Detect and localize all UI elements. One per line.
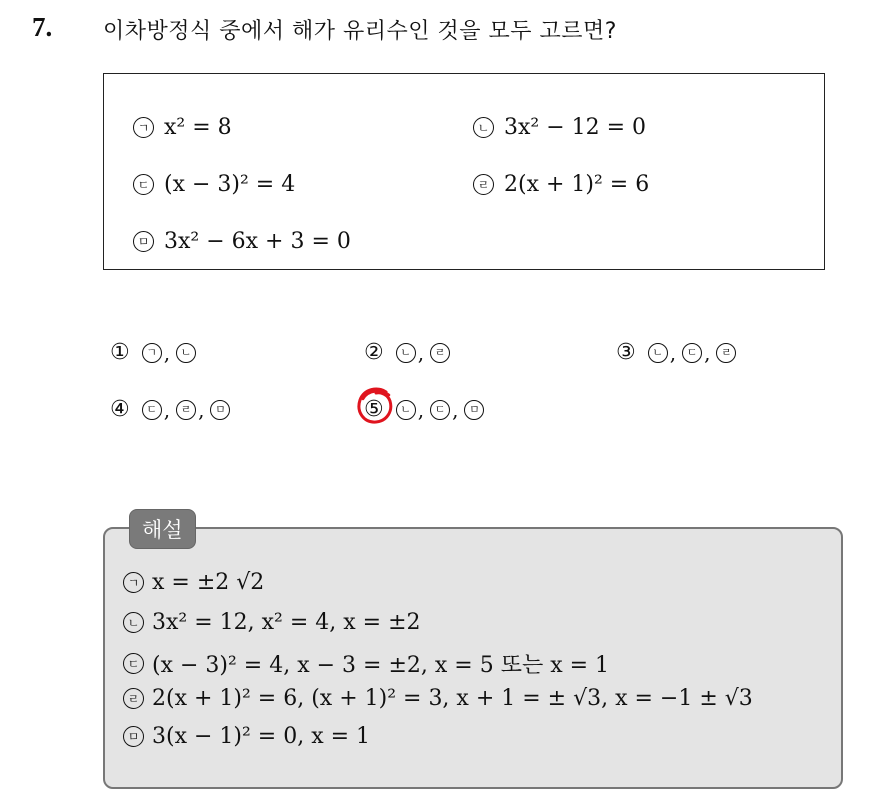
condition-equation: x² = 8 xyxy=(164,115,232,140)
question-number: 7. xyxy=(32,12,53,42)
solution-marker: ㄷ xyxy=(123,653,144,674)
choice-marker: ㄷ xyxy=(142,400,162,420)
answer-mark-icon xyxy=(356,386,396,426)
condition-marker: ㄹ xyxy=(473,174,494,195)
choice-2[interactable]: ② ㄴ , ㄹ xyxy=(364,340,452,365)
solution-marker: ㄹ xyxy=(123,688,144,709)
condition-equation: 3x² − 12 = 0 xyxy=(504,115,647,140)
choice-marker: ㄴ xyxy=(648,343,668,363)
solution-marker: ㄴ xyxy=(123,612,144,633)
solution-marker: ㅁ xyxy=(123,726,144,747)
solution-line-3 xyxy=(123,648,609,679)
condition-3 xyxy=(133,172,295,197)
choice-1[interactable]: ① ㄱ , ㄴ xyxy=(110,340,198,365)
choice-5[interactable]: ⑤ ㄴ , ㄷ , ㅁ xyxy=(364,397,486,422)
condition-equation: 3x² − 6x + 3 = 0 xyxy=(164,229,351,254)
choice-marker: ㄴ xyxy=(396,400,416,420)
solution-line-5 xyxy=(123,724,370,749)
condition-marker: ㄴ xyxy=(473,117,494,138)
choice-marker: ㄴ xyxy=(396,343,416,363)
solution-text: 3(x − 1)² = 0, x = 1 xyxy=(152,724,371,749)
choice-number: ④ xyxy=(110,397,130,422)
solution-marker: ㄱ xyxy=(123,572,144,593)
condition-1 xyxy=(133,115,232,140)
solution-label: 해설 xyxy=(129,509,196,549)
choice-3[interactable]: ③ ㄴ , ㄷ , ㄹ xyxy=(616,340,738,365)
condition-marker: ㅁ xyxy=(133,231,154,252)
solution-text: 2(x + 1)² = 6, (x + 1)² = 3, x + 1 = ± √3, x = −1 ± √3 xyxy=(152,686,753,711)
condition-equation: (x − 3)² = 4 xyxy=(164,172,296,197)
solution-line-1 xyxy=(123,570,264,595)
condition-marker: ㄷ xyxy=(133,174,154,195)
condition-2 xyxy=(473,115,646,140)
choice-4[interactable]: ④ ㄷ , ㄹ , ㅁ xyxy=(110,397,232,422)
choice-number: ① xyxy=(110,340,130,365)
choice-number: ⑤ xyxy=(364,397,384,422)
choice-marker: ㅁ xyxy=(210,400,230,420)
choice-marker: ㄱ xyxy=(142,343,162,363)
condition-equation: 2(x + 1)² = 6 xyxy=(504,172,650,197)
condition-5 xyxy=(133,229,351,254)
condition-4 xyxy=(473,172,649,197)
solution-text: (x − 3)² = 4, x − 3 = ±2, x = 5 또는 x = 1 xyxy=(152,653,610,678)
choice-marker: ㄷ xyxy=(682,343,702,363)
solution-text: x = ±2 √2 xyxy=(152,570,265,595)
question-text: 이차방정식 중에서 해가 유리수인 것을 모두 고르면? xyxy=(103,19,617,44)
solution-text: 3x² = 12, x² = 4, x = ±2 xyxy=(152,610,421,635)
solution-line-4 xyxy=(123,686,753,711)
choice-marker: ㄷ xyxy=(430,400,450,420)
condition-marker: ㄱ xyxy=(133,117,154,138)
choice-marker: ㄴ xyxy=(176,343,196,363)
choice-number: ③ xyxy=(616,340,636,365)
choice-marker: ㅁ xyxy=(464,400,484,420)
choice-marker: ㄹ xyxy=(716,343,736,363)
choice-number: ② xyxy=(364,340,384,365)
solution-line-2 xyxy=(123,610,421,635)
choice-marker: ㄹ xyxy=(430,343,450,363)
choice-marker: ㄹ xyxy=(176,400,196,420)
